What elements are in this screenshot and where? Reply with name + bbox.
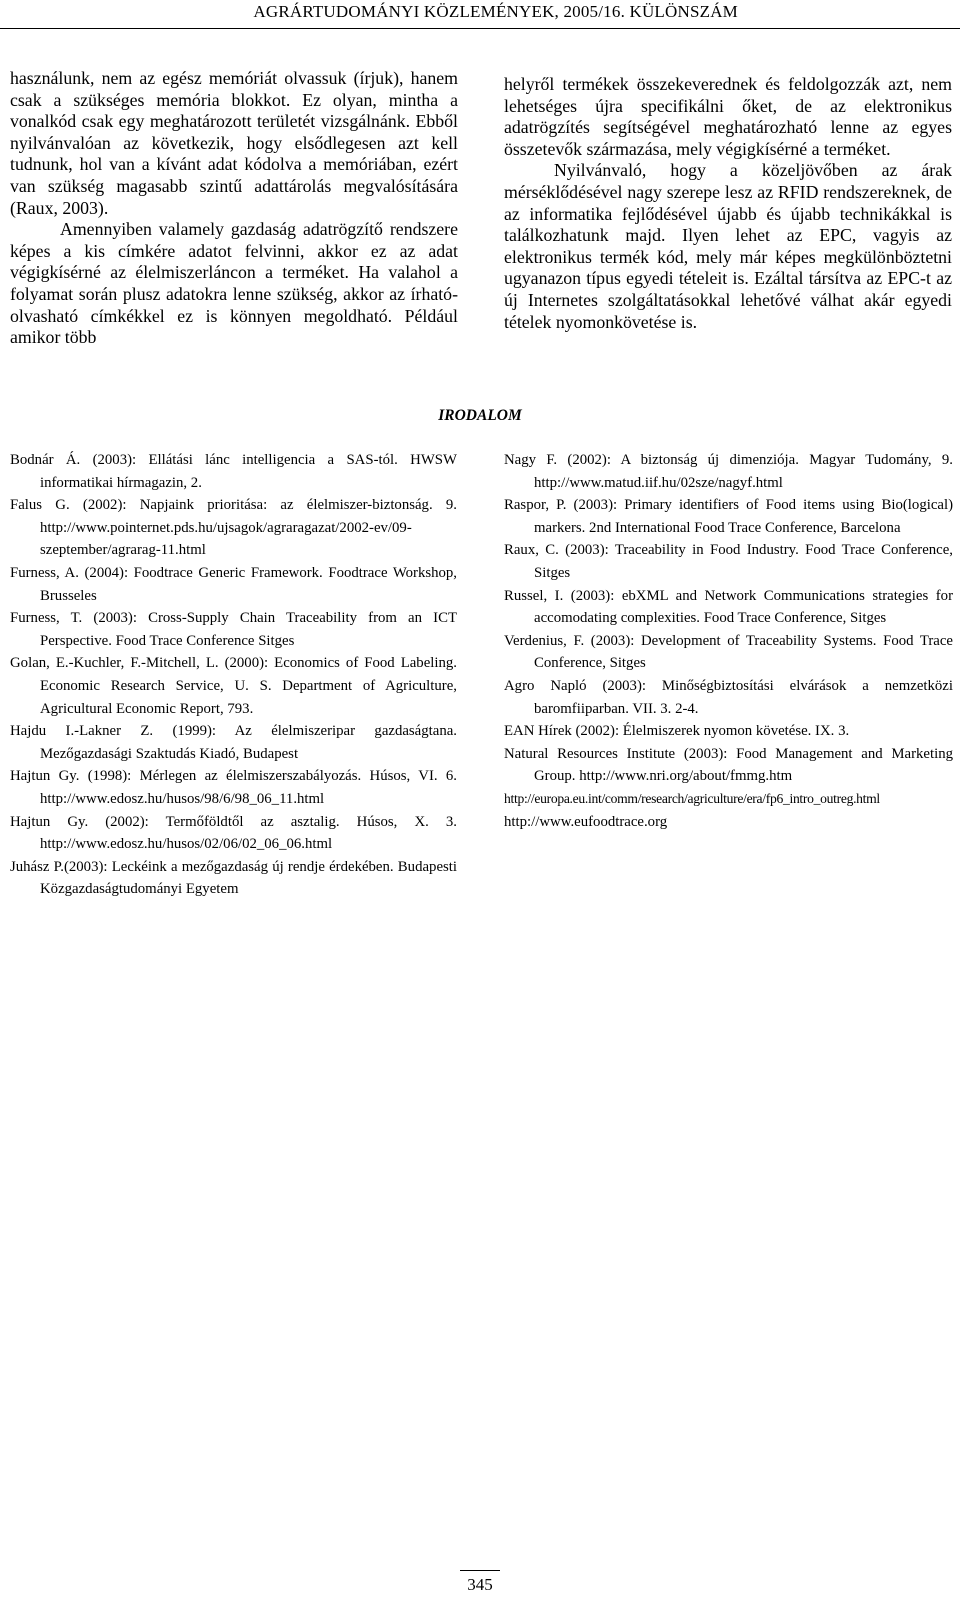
reference-item: Hajdu I.-Lakner Z. (1999): Az élelmiszeripar gazdaságtana. Mezőgazdasági Szaktudás Kiadó, Budapest	[10, 723, 457, 762]
reference-item: Agro Napló (2003): Minőségbiztosítási elvárások a nemzetközi baromfiiparban. VII. 3. 2-4.	[504, 677, 953, 717]
reference-item: Russel, I. (2003): ebXML and Network Communications strategies for accomodating complexities. Food Trace Conference, Sitges	[504, 587, 953, 627]
paragraph: használunk, nem az egész memóriát olvassuk (írjuk), hanem csak a szükséges memória blokkot. Ez olyan, mintha a vonalkód csak egy meghatározott területét vizsgálnánk. Ebből nyilvánvalóan az következik, hogy elsődlegesen azt kell tudnunk, hol van a kívánt adat kódolva a memóriában, ezért van szükség magasabb szintű adattárolás megvalósítására (Raux, 2003).	[10, 68, 458, 218]
reference-list-right	[504, 449, 953, 833]
reference-url[interactable]: http://europa.eu.int/comm/research/agriculture/era/fp6_intro_outreg.html	[504, 790, 880, 806]
reference-item: Hajtun Gy. (1998): Mérlegen az élelmiszerszabályozás. Húsos, VI. 6. http://www.edosz.hu/husos/98/6/98_06_11.html	[10, 768, 457, 807]
reference-item: Golan, E.-Kuchler, F.-Mitchell, L. (2000): Economics of Food Labeling. Economic Research Service, U. S. Department of Agriculture, Agricultural Economic Report, 793.	[10, 655, 457, 717]
reference-item: Verdenius, F. (2003): Development of Traceability Systems. Food Trace Conference, Sitges	[504, 632, 953, 672]
paragraph: Nyilvánvaló, hogy a közeljövőben az árak mérséklődésével nagy szerepe lesz az RFID rendszereknek, de az informatika fejlődésével újabb és újabb technikákkal is találkozhatunk majd. Ilyen lehet az EPC, vagyis az elektronikus termék kód, mely már képes megkülönböztetni ugyanazon típus egyedi tételeit is. Ezáltal társítva az EPC-t az új Internetes szolgáltatásokkal lehetővé válhat akár egyedi tételek nyomonkövetése is.	[504, 160, 952, 332]
reference-item: Furness, A. (2004): Foodtrace Generic Framework. Foodtrace Workshop, Brusseles	[10, 564, 457, 604]
header-rule	[0, 28, 960, 29]
reference-item: EAN Hírek (2002): Élelmiszerek nyomon követése. IX. 3.	[504, 723, 850, 740]
reference-item: Falus G. (2002): Napjaink prioritása: az élelmiszer-biztonság. 9. http://www.pointernet.pds.hu/ujsagok/agraragazat/2002-ev/09-szeptember/agrarag-11.html	[10, 497, 457, 559]
paragraph: helyről termékek összekeverednek és feldolgozzák azt, nem lehetséges újra specifikálni őket, de az elektronikus adatrögzítés segítségével meghatározható lenne az egyes összetevők származása, mely végigkísérné a terméket.	[504, 74, 952, 159]
body-column-left	[10, 68, 458, 349]
reference-item: Nagy F. (2002): A biztonság új dimenziója. Magyar Tudomány, 9. http://www.matud.iif.hu/02sze/nagyf.html	[504, 452, 953, 491]
running-header	[0, 0, 960, 30]
journal-title: AGRÁRTUDOMÁNYI KÖZLEMÉNYEK, 2005/16. KÜLÖNSZÁM	[253, 2, 738, 21]
reference-url[interactable]: http://www.eufoodtrace.org	[504, 813, 668, 830]
reference-item: Furness, T. (2003): Cross-Supply Chain Traceability from an ICT Perspective. Food Trace Conference Sitges	[10, 610, 457, 649]
reference-item: Juhász P.(2003): Leckéink a mezőgazdaság új rendje érdekében. Budapesti Közgazdaságtudományi Egyetem	[10, 858, 457, 898]
footer-rule	[460, 1570, 500, 1571]
reference-item: Raux, C. (2003): Traceability in Food Industry. Food Trace Conference, Sitges	[504, 542, 953, 581]
page-number: 345	[467, 1575, 493, 1594]
reference-list-left	[10, 449, 457, 901]
reference-item: Natural Resources Institute (2003): Food Management and Marketing Group. http://www.nri.org/about/fmmg.htm	[504, 745, 953, 785]
paragraph: Amennyiben valamely gazdaság adatrögzítő rendszere képes a kis címkére adatot felvinni, akkor ez az adat végigkísérné az élelmiszerláncon a terméket. Ha valahol a folyamat során plusz adatokra lenne szükség, akkor az írható-olvasható címkékkel ez is könnyen megoldható. Például amikor több	[10, 219, 458, 348]
body-column-right	[504, 74, 952, 333]
reference-item: Bodnár Á. (2003): Ellátási lánc intelligencia a SAS-tól. HWSW informatikai hírmagazin, 2.	[10, 452, 457, 491]
reference-item: Raspor, P. (2003): Primary identifiers of Food items using Bio(logical) markers. 2nd International Food Trace Conference, Barcelona	[504, 497, 953, 536]
references-heading: IRODALOM	[438, 407, 522, 424]
reference-item: Hajtun Gy. (2002): Termőföldtől az asztalig. Húsos, X. 3. http://www.edosz.hu/husos/02/06/02_06_06.html	[10, 813, 457, 853]
